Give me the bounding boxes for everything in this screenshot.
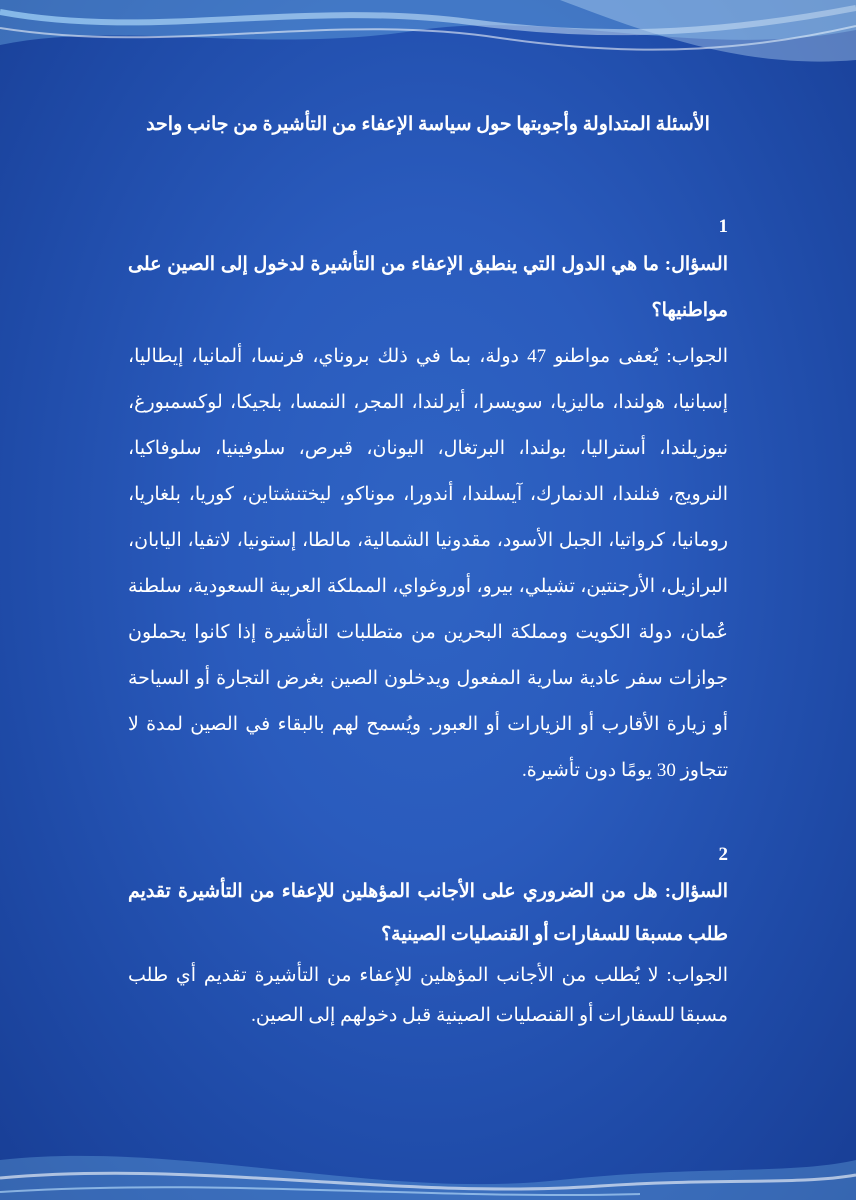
qa-item: [128, 212, 728, 794]
answer-text: الجواب: يُعفى مواطنو 47 دولة، بما في ذلك بروناي، فرنسا، ألمانيا، إيطاليا، إسبانيا، هولندا، ماليزيا، سويسرا، أيرلندا، المجر، النمسا، بلجيكا، لوكسمبورغ، نيوزيلندا، أستراليا، بولندا، البرتغال، اليونان، قبرص، سلوفينيا، سلوفاكيا، النرويج، فنلندا، الدنمارك، آيسلندا، أندورا، موناكو، ليختنشتاين، كوريا، بلغاريا، رومانيا، كرواتيا، الجبل الأسود، مقدونيا الشمالية، مالطا، إستونيا، لاتفيا، اليابان، البرازيل، الأرجنتين، تشيلي، بيرو، أوروغواي، المملكة العربية السعودية، سلطنة عُمان، دولة الكويت ومملكة البحرين من متطلبات التأشيرة إذا كانوا يحملون جوازات سفر عادية سارية المفعول ويدخلون الصين بغرض التجارة أو السياحة أو زيارة الأقارب أو الزيارات أو العبور. ويُسمح لهم بالبقاء في الصين لمدة لا تتجاوز 30 يومًا دون تأشيرة.: [128, 346, 728, 781]
question-number: 2: [718, 844, 728, 865]
question-text: السؤال: هل من الضروري على الأجانب المؤهلين للإعفاء من التأشيرة تقديم طلب مسبقا للسفارات أو القنصليات الصينية؟: [128, 881, 728, 945]
document-body: [128, 96, 728, 1036]
answer-text: الجواب: لا يُطلب من الأجانب المؤهلين للإعفاء من التأشيرة تقديم أي طلب مسبقا للسفارات أو القنصليات الصينية قبل دخولهم إلى الصين.: [128, 965, 728, 1026]
question-number: 1: [718, 216, 728, 237]
document-title: الأسئلة المتداولة وأجوبتها حول سياسة الإعفاء من التأشيرة من جانب واحد: [146, 114, 710, 135]
question-text: السؤال: ما هي الدول التي ينطبق الإعفاء من التأشيرة لدخول إلى الصين على مواطنيها؟: [128, 254, 728, 321]
qa-item: [128, 840, 728, 1036]
